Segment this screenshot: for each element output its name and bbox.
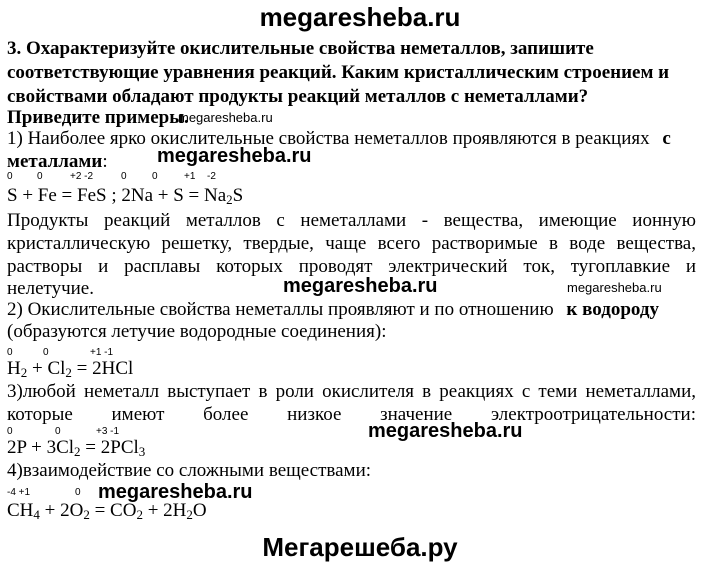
eq1-sub: 2 (226, 192, 233, 207)
eq4-sub1: 4 (33, 507, 40, 522)
question-line-2: соответствующие уравнения реакций. Каким кристаллическим строением и (7, 62, 670, 83)
eq4-sub2: 2 (83, 507, 90, 522)
ox-state-hcl: +1 -1 (90, 347, 114, 358)
ox-state-na: 0 (121, 171, 127, 182)
ox-state-fes: +2 -2 (70, 171, 94, 182)
ox-state-na2s-s: -2 (207, 171, 216, 182)
answer-p3-text: 2) Окислительные свойства неметаллы проявляют и по отношению (7, 299, 554, 320)
eq4-sub3: 2 (136, 507, 143, 522)
ox-state-cl2: 0 (43, 347, 49, 358)
eq1-part-a: S + Fe = FeS ; 2Na + S = Na (7, 185, 227, 206)
eq4-part-a: CH (7, 500, 34, 521)
watermark-small-1: megaresheba.ru (178, 110, 273, 125)
watermark-inline-2: megaresheba.ru (283, 275, 438, 297)
answer-p2-line1: Продукты реакций металлов с неметаллами - вещества, имеющие ионную (7, 210, 696, 231)
answer-p1-line1 (7, 128, 671, 150)
ox-state-fe: 0 (37, 171, 43, 182)
watermark-top: megaresheba.ru (259, 2, 461, 32)
equation-4 (7, 500, 207, 522)
watermark-small-2: megaresheba.ru (567, 280, 662, 295)
answer-p3-line1 (7, 299, 659, 321)
equation-2 (7, 358, 133, 380)
answer-p4-line1: 3)любой неметалл выступает в роли окислителя в реакциях с теми неметаллами, (7, 381, 696, 402)
answer-p1-line1-bold: с (662, 128, 671, 149)
eq2-part-b: + Cl (27, 358, 66, 379)
eq2-sub1: 2 (20, 365, 28, 380)
answer-p3-bold: к водороду (566, 299, 659, 320)
watermark-inline-3: megaresheba.ru (368, 420, 523, 442)
ox-state-h2: 0 (7, 347, 13, 358)
question-line-1: 3. Охарактеризуйте окислительные свойства неметаллов, запишите (7, 38, 594, 59)
question-line-3: свойствами обладают продукты реакций металлов с неметаллами? (7, 86, 589, 107)
eq3-sub2: 3 (138, 444, 146, 459)
answer-p2-line3: растворы и расплавы которых проводят электрический ток, тугоплавкие и (7, 256, 696, 277)
watermark-inline-4: megaresheba.ru (98, 481, 253, 503)
eq4-part-b: + 2O (39, 500, 84, 521)
eq3-part-a: 2P + 3Cl (7, 437, 75, 458)
eq2-part-c: = 2HCl (71, 358, 134, 379)
ox-state-s: 0 (7, 171, 13, 182)
watermark-inline-1: megaresheba.ru (157, 145, 312, 167)
eq4-sub4: 2 (186, 507, 193, 522)
answer-p2-line4: нелетучие. (7, 278, 94, 299)
ox-state-na2s-na: +1 (184, 171, 196, 182)
answer-p4-line2: которые имеют более низкое значение электроотрицательности: (7, 404, 696, 425)
answer-p2-line2: кристаллическую решетку, твердые, чаще всего растворимые в воде вещества, (7, 233, 696, 254)
ox-state-s2: 0 (152, 171, 158, 182)
question-line-4: Приведите примеры. (7, 107, 189, 128)
equation-3 (7, 437, 145, 459)
ox-state-cl2-b: 0 (55, 426, 61, 437)
eq4-part-c: = CO (89, 500, 137, 521)
answer-p1-line1-text: 1) Наиболее ярко окислительные свойства неметаллов проявляются в реакциях (7, 128, 650, 149)
answer-p1-line2 (7, 151, 108, 173)
watermark-bottom: Мегарешеба.ру (262, 532, 458, 562)
eq1-part-b: S (232, 185, 244, 206)
answer-p5: 4)взаимодействие со сложными веществами: (7, 460, 372, 481)
eq2-part-a: H (7, 358, 21, 379)
answer-p3-line2: (образуются летучие водородные соединения): (7, 321, 387, 342)
ox-state-ch4: -4 +1 (7, 487, 31, 498)
equation-1 (7, 185, 243, 207)
eq3-sub1: 2 (74, 444, 81, 459)
eq3-part-b: = 2PCl (80, 437, 139, 458)
answer-p1-colon: : (102, 151, 108, 172)
ox-state-p: 0 (7, 426, 13, 437)
eq2-sub2: 2 (65, 365, 72, 380)
eq4-part-e: O (192, 500, 207, 521)
answer-p1-metals: металлами (7, 151, 103, 172)
ox-state-o2: 0 (75, 487, 81, 498)
ox-state-pcl3: +3 -1 (96, 426, 120, 437)
eq4-part-d: + 2H (142, 500, 187, 521)
